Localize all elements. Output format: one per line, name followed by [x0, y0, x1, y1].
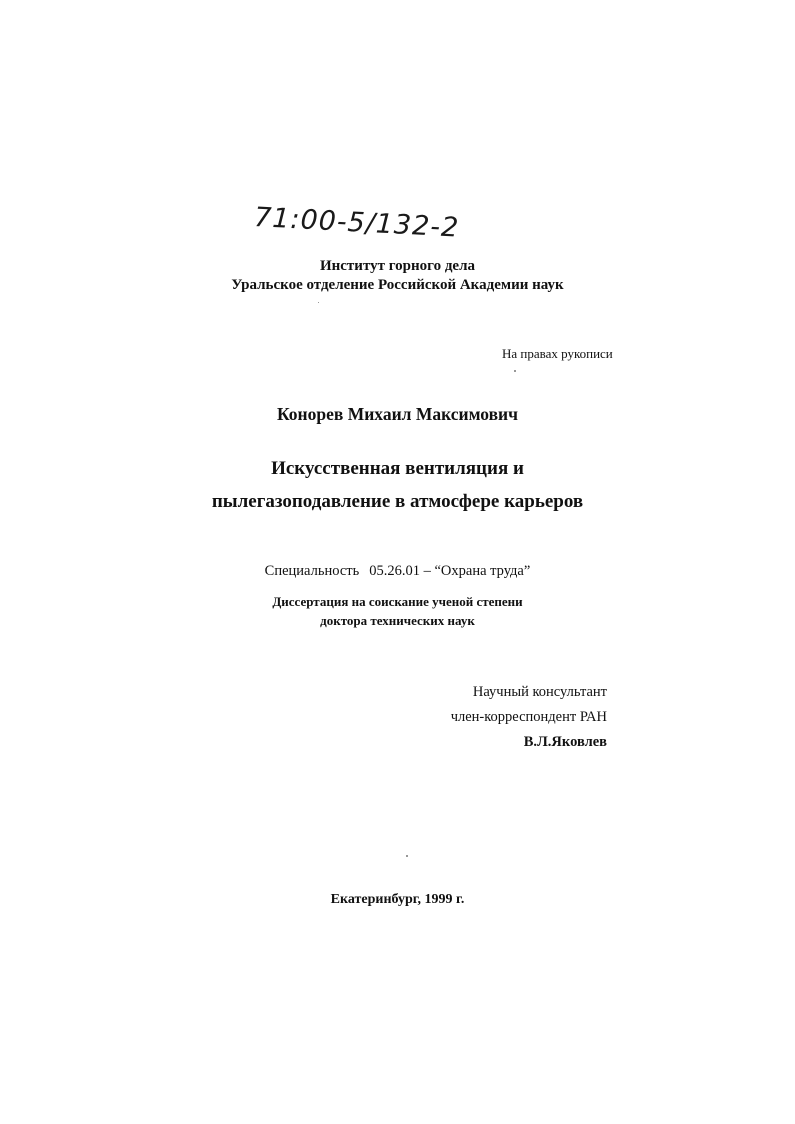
city-year: Екатеринбург, 1999 г. — [330, 892, 465, 907]
institute-name: Институт горного дела — [319, 258, 476, 274]
dissertation-title-line1: Искусственная вентиляция и — [271, 458, 524, 479]
specialty-line — [0, 562, 795, 580]
specialty-value: 05.26.01 – “Охрана труда” — [369, 563, 531, 579]
scan-speck — [318, 302, 319, 303]
degree-line2: доктора технических наук — [320, 613, 475, 628]
author-name: Конорев Михаил Максимович — [276, 404, 519, 424]
dissertation-title-line2: пылегазоподавление в атмосфере карьеров — [211, 491, 584, 512]
consultant-title: член-корреспондент РАН — [450, 709, 607, 725]
handwritten-archive-code: 71:00-5/132-2 — [253, 202, 461, 244]
consultant-name: В.Л.Яковлев — [523, 734, 607, 750]
rights-note: На правах рукописи — [502, 346, 613, 361]
specialty-label: Специальность — [264, 563, 360, 579]
degree-line1: Диссертация на соискание ученой степени — [272, 594, 523, 609]
scan-speck — [406, 855, 408, 857]
consultant-role: Научный консультант — [472, 684, 607, 700]
department-name: Уральское отделение Российской Академии наук — [231, 277, 564, 293]
scan-speck — [514, 370, 516, 372]
